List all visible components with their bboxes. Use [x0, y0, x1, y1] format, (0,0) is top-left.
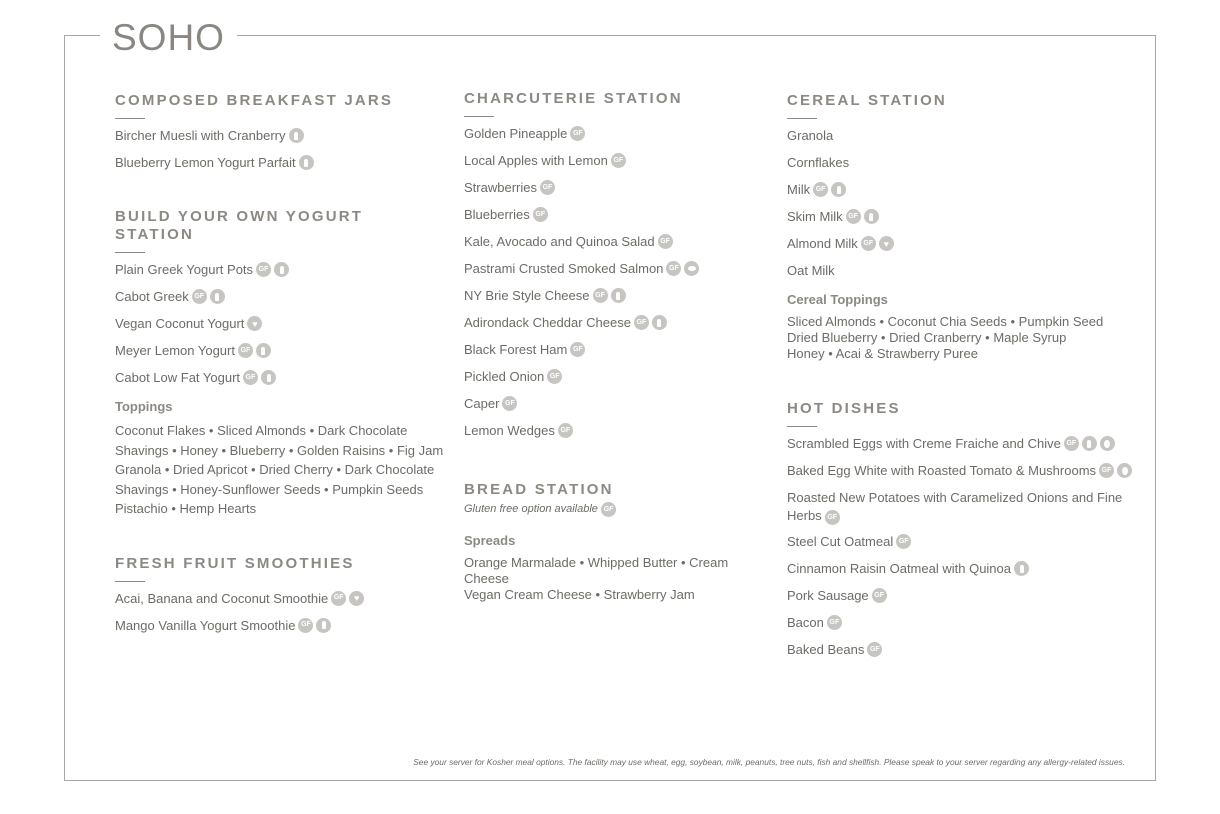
toppings-list — [115, 421, 445, 519]
item-list — [115, 127, 445, 181]
section-heading: BUILD YOUR OWN YOGURT STATION — [115, 208, 364, 243]
menu-item-name: Scrambled Eggs with Creme Fraiche and Chive — [787, 436, 1061, 451]
menu-item-name: Lemon Wedges — [464, 423, 555, 438]
menu-item — [464, 152, 774, 179]
gf-icon: GF — [825, 510, 840, 525]
gf-icon: GF — [861, 236, 876, 251]
menu-item — [115, 154, 445, 181]
vegan-icon — [349, 591, 364, 606]
dairy-icon — [299, 155, 314, 170]
list-line: Coconut Flakes • Sliced Almonds • Dark Chocolate — [115, 423, 408, 438]
menu-item-name: Vegan Coconut Yogurt — [115, 316, 245, 331]
menu-item-name: Mango Vanilla Yogurt Smoothie — [115, 617, 296, 633]
dairy-icon — [261, 370, 276, 385]
list-line: Dried Blueberry • Dried Cranberry • Maple Syrup — [787, 330, 1067, 345]
menu-item-name: Golden Pineapple — [464, 126, 568, 141]
gf-icon: GF — [243, 370, 258, 385]
gf-icon: GF — [533, 207, 548, 222]
gf-icon: GF — [570, 342, 585, 357]
gf-icon: GF — [502, 396, 517, 411]
gf-icon: GF — [256, 262, 271, 277]
gf-icon: GF — [896, 534, 911, 549]
gf-icon: GF — [593, 288, 608, 303]
menu-item-name: Steel Cut Oatmeal — [787, 534, 894, 549]
menu-item-name: Pickled Onion — [464, 369, 545, 384]
dairy-icon — [274, 262, 289, 277]
menu-item-name: Cabot Greek — [115, 289, 189, 304]
section-heading: COMPOSED BREAKFAST JARS — [115, 92, 394, 109]
page-title: SOHO — [100, 18, 237, 58]
list-line: Vegan Cream Cheese • Strawberry Jam — [464, 587, 695, 602]
menu-item — [115, 369, 445, 396]
menu-item — [787, 181, 1137, 208]
list-line: Sliced Almonds • Coconut Chia Seeds • Pumpkin Seed — [787, 314, 1104, 329]
menu-item-name: Caper — [464, 396, 500, 411]
menu-item-name: Oat Milk — [787, 263, 835, 278]
section-fresh-fruit-smoothies — [115, 555, 445, 644]
menu-item-name: Bacon — [787, 615, 824, 630]
gf-icon: GF — [867, 642, 882, 657]
heading-rule — [115, 252, 145, 253]
gf-icon: GF — [872, 588, 887, 603]
list-line: Orange Marmalade • Whipped Butter • Cream Cheese — [464, 555, 729, 586]
menu-item — [464, 287, 774, 314]
gluten-free-note-text: Gluten free option available — [464, 502, 598, 515]
gf-icon: GF — [666, 261, 681, 276]
cereal-toppings-list — [787, 314, 1137, 362]
menu-item — [115, 288, 445, 315]
menu-item — [787, 641, 1137, 668]
gf-icon: GF — [570, 126, 585, 141]
menu-item — [787, 560, 1137, 587]
gf-icon: GF — [846, 209, 861, 224]
menu-item — [115, 342, 445, 369]
menu-item — [787, 462, 1137, 489]
spreads-list — [464, 555, 774, 603]
section-bread-station — [464, 481, 774, 603]
item-list — [787, 435, 1137, 668]
menu-item — [464, 314, 774, 341]
allergy-disclaimer: See your server for Kosher meal options. The facility may use wheat, egg, soybean, milk, peanuts, tree nuts, fish and shellfish. Please speak to your server regarding any allergy-related issues. — [413, 757, 1125, 767]
menu-item-name: Cornflakes — [787, 155, 850, 170]
item-list — [115, 261, 445, 396]
dairy-icon — [864, 209, 879, 224]
egg-icon — [1117, 463, 1132, 478]
dairy-icon — [831, 182, 846, 197]
menu-item — [115, 617, 445, 644]
menu-item — [464, 341, 774, 368]
gf-icon: GF — [1099, 463, 1114, 478]
gf-icon: GF — [331, 591, 346, 606]
menu-item — [787, 587, 1137, 614]
gf-icon: GF — [547, 369, 562, 384]
list-line: Shavings • Honey-Sunflower Seeds • Pumpkin Seeds — [115, 481, 424, 497]
menu-item — [464, 179, 774, 206]
menu-item — [115, 590, 445, 617]
gf-icon: GF — [298, 618, 313, 633]
menu-item — [787, 262, 1137, 289]
section-hot-dishes — [787, 400, 1137, 668]
item-list — [115, 590, 445, 644]
gluten-free-note — [464, 501, 774, 516]
spreads-heading: Spreads — [464, 533, 516, 548]
gf-icon: GF — [611, 153, 626, 168]
gf-icon: GF — [558, 423, 573, 438]
gf-icon: GF — [634, 315, 649, 330]
menu-item — [787, 489, 1137, 533]
section-heading: BREAD STATION — [464, 481, 614, 498]
menu-item-name: Blueberries — [464, 207, 530, 222]
column-3 — [787, 92, 1137, 668]
dairy-icon — [289, 128, 304, 143]
fish-icon — [684, 261, 699, 276]
menu-item-name: Strawberries — [464, 180, 537, 195]
menu-item-name: Adirondack Cheddar Cheese — [464, 315, 631, 330]
menu-item-name: Milk — [787, 182, 811, 197]
menu-item-name: NY Brie Style Cheese — [464, 288, 590, 303]
dairy-icon — [652, 315, 667, 330]
vegan-icon — [879, 236, 894, 251]
menu-item-name: Pastrami Crusted Smoked Salmon — [464, 261, 664, 276]
menu-item-name: Kale, Avocado and Quinoa Salad — [464, 234, 655, 249]
item-list — [464, 125, 774, 449]
section-charcuterie-station — [464, 90, 774, 449]
menu-item — [115, 261, 445, 288]
heading-rule — [787, 118, 817, 119]
list-line: Granola • Dried Apricot • Dried Cherry • Dark Chocolate — [115, 462, 435, 477]
menu-item-name: Roasted New Potatoes with Caramelized Onions and Fine Herbs GF — [787, 489, 1137, 525]
gf-icon: GF — [813, 182, 828, 197]
vegan-icon — [247, 316, 262, 331]
list-line: Honey • Acai & Strawberry Puree — [787, 346, 978, 361]
gf-icon: GF — [658, 234, 673, 249]
section-heading: CHARCUTERIE STATION — [464, 90, 683, 107]
heading-rule — [787, 426, 817, 427]
menu-item — [787, 235, 1137, 262]
menu-item — [115, 315, 445, 342]
menu-item-name: Cabot Low Fat Yogurt — [115, 370, 241, 385]
menu-item-name: Baked Egg White with Roasted Tomato & Mushrooms — [787, 463, 1097, 478]
dairy-icon — [1014, 561, 1029, 576]
section-cereal-station — [787, 92, 1137, 362]
menu-item-name: Cinnamon Raisin Oatmeal with Quinoa — [787, 561, 1011, 576]
dairy-icon — [1082, 436, 1097, 451]
menu-item-name: Granola — [787, 128, 834, 143]
list-line: Shavings • Honey • Blueberry • Golden Raisins • Fig Jam — [115, 442, 444, 458]
section-heading: HOT DISHES — [787, 400, 901, 417]
heading-rule — [115, 581, 145, 582]
dairy-icon — [611, 288, 626, 303]
menu-item-name: Local Apples with Lemon — [464, 153, 608, 168]
gf-icon: GF — [192, 289, 207, 304]
section-composed-breakfast-jars — [115, 92, 445, 181]
menu-item — [115, 127, 445, 154]
menu-item-name: Bircher Muesli with Cranberry — [115, 128, 286, 143]
gf-icon: GF — [540, 180, 555, 195]
menu-item — [464, 368, 774, 395]
menu-item-name: Pork Sausage — [787, 588, 869, 603]
menu-item — [464, 233, 774, 260]
column-2 — [464, 90, 774, 603]
section-heading: CEREAL STATION — [787, 92, 947, 109]
gf-icon: GF — [238, 343, 253, 358]
menu-item — [787, 208, 1137, 235]
menu-item-name: Acai, Banana and Coconut Smoothie — [115, 590, 329, 606]
menu-item-name: Plain Greek Yogurt Pots — [115, 262, 254, 277]
dairy-icon — [256, 343, 271, 358]
menu-item-name: Baked Beans — [787, 642, 865, 657]
column-1 — [115, 92, 445, 644]
menu-item — [787, 154, 1137, 181]
section-build-your-own-yogurt — [115, 208, 445, 519]
menu-item — [787, 435, 1137, 462]
toppings-heading: Toppings — [115, 399, 173, 414]
menu-item-name: Blueberry Lemon Yogurt Parfait — [115, 155, 296, 170]
menu-item — [464, 206, 774, 233]
list-line: Pistachio • Hemp Hearts — [115, 501, 257, 516]
gf-icon: GF — [827, 615, 842, 630]
heading-rule — [115, 118, 145, 119]
heading-rule — [464, 116, 494, 117]
menu-item — [787, 533, 1137, 560]
item-list — [787, 127, 1137, 289]
egg-icon — [1100, 436, 1115, 451]
menu-item-name: Skim Milk — [787, 209, 843, 224]
menu-item-name: Black Forest Ham — [464, 342, 568, 357]
gf-icon: GF — [601, 502, 616, 517]
menu-item — [464, 260, 774, 287]
menu-item-name: Almond Milk — [787, 236, 858, 251]
dairy-icon — [210, 289, 225, 304]
menu-item — [787, 127, 1137, 154]
menu-item — [464, 395, 774, 422]
menu-item — [464, 422, 774, 449]
section-heading: FRESH FRUIT SMOOTHIES — [115, 554, 355, 572]
menu-item — [464, 125, 774, 152]
dairy-icon — [316, 618, 331, 633]
menu-item — [787, 614, 1137, 641]
gf-icon: GF — [1064, 436, 1079, 451]
menu-item-name: Meyer Lemon Yogurt — [115, 343, 235, 358]
cereal-toppings-heading: Cereal Toppings — [787, 292, 888, 307]
